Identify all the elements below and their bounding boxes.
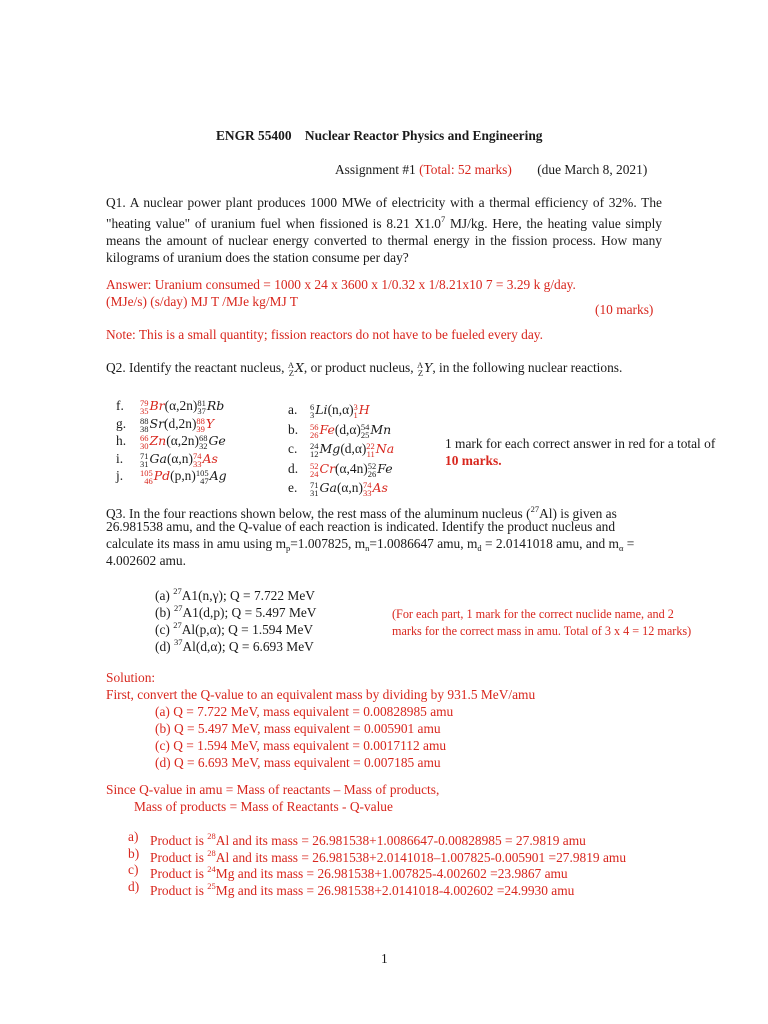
q2-marks-total: 10 marks. <box>445 453 502 468</box>
reactant-nuclide: 6 3 Li <box>310 402 328 420</box>
page-number: 1 <box>381 951 388 966</box>
q3-reaction-item: (b) $^{27}$A1(d,p); Q = 5.497 MeV <box>155 603 317 620</box>
due-date: (due March 8, 2021) <box>537 162 648 177</box>
q3-reaction-item: (c) $^{27}$Al(p,α); Q = 1.594 MeV <box>155 620 314 637</box>
reaction-equation <box>310 479 388 497</box>
reaction-process: (α,n) <box>166 450 193 466</box>
product-item: Product is $^{25}$Mg and its mass = 26.981538+2.0141018-4.002602 =24.9930 amu <box>150 880 575 898</box>
total-marks: (Total: 52 marks) <box>419 162 512 177</box>
q3-line3: calculate its mass in amu using $m_p=1.007825$, $m_n=1.0086647$ amu, $m_d = 2.0141018$ amu, and $m_\alpha$ = <box>106 536 635 553</box>
q1-note: Note: This is a small quantity; fission reactors do not have to be fueled every day. <box>106 327 543 342</box>
product-item: Product is $^{28}$Al and its mass = 26.981538+1.0086647-0.00828985 = 27.9819 amu <box>150 831 586 848</box>
product-nuclide: 3 1 H <box>353 402 370 420</box>
since-line: Since Q-value in amu = Mass of reactants – Mass of products, <box>106 782 440 797</box>
generic-y-nuclide: A Z Y <box>416 360 433 378</box>
generic-x-nuclide: A Z X <box>287 360 304 378</box>
product-nuclide: 54 25 Mn <box>360 421 392 440</box>
reaction-process: (α,4n) <box>335 460 368 476</box>
q1-answer-line1: Answer: Uranium consumed = 1000 x 24 x 3600 x 1/0.32 x 1/8.21x10 7 = 3.29 k g/day. <box>106 277 576 292</box>
product-nuclide: 22 11 Na <box>366 441 395 459</box>
product-nuclide: 74 33 As <box>362 480 388 498</box>
q2-marks-note: 1 mark for each correct answer in red for a total of <box>445 436 716 451</box>
reaction-process: (α,2n) <box>164 398 198 413</box>
product-label: c) <box>128 862 139 877</box>
solution-intro: First, convert the Q-value to an equivalent mass by dividing by 931.5 MeV/amu <box>106 687 536 702</box>
product-item: Product is $^{28}$Al and its mass = 26.981538+2.0141018–1.007825-0.005901 =27.9819 amu <box>150 847 627 865</box>
reaction-process: (d,2n) <box>164 415 197 431</box>
reaction-process: (p,n) <box>170 468 196 483</box>
mass-equivalent-item: (d) Q = 6.693 MeV, mass equivalent = 0.007185 amu <box>155 755 441 770</box>
product-label: d) <box>128 878 140 894</box>
reaction-equation <box>140 450 218 468</box>
reaction-process: (α,2n) <box>166 433 199 448</box>
product-nuclide: 68 32 Ge <box>198 433 226 451</box>
reaction-equation <box>140 415 214 433</box>
product-nuclide: 88 39 Y <box>196 415 215 434</box>
assignment-label: Assignment #1 <box>335 162 416 177</box>
reaction-equation <box>140 467 227 485</box>
reactant-nuclide: 88 38 Sr <box>140 415 165 434</box>
q3-line2: 26.981538 amu, and the Q-value of each reaction is indicated. Identify the product nucleus and <box>106 519 616 534</box>
q3-reaction-item: (a) $^{27}$A1(n,γ); Q = 7.722 MeV <box>155 586 315 603</box>
reaction-label: e. <box>288 480 298 495</box>
q1-answer-line2: (MJe/s) (s/day) MJ T /MJe kg/MJ T <box>106 294 298 309</box>
reactant-nuclide: 52 24 Cr <box>310 460 336 479</box>
q1-marks: (10 marks) <box>595 302 654 317</box>
reaction-equation <box>310 460 393 478</box>
document-title <box>216 127 542 144</box>
reaction-label: f. <box>116 398 124 413</box>
reaction-label: a. <box>288 402 298 417</box>
reaction-label: j. <box>116 468 124 483</box>
reaction-equation <box>310 401 370 419</box>
product-label: b) <box>128 845 140 861</box>
product-nuclide: 74 33 As <box>192 450 218 469</box>
mass-equivalent-item: (b) Q = 5.497 MeV, mass equivalent = 0.005901 amu <box>155 721 441 736</box>
product-label: a) <box>128 829 139 844</box>
product-item: Product is $^{24}$Mg and its mass = 26.981538+1.007825-4.002602 =23.9867 amu <box>150 864 568 881</box>
reaction-process: (α,n) <box>336 480 363 495</box>
assignment-line <box>335 161 647 178</box>
mass-equivalent-item: (a) Q = 7.722 MeV, mass equivalent = 0.00828985 amu <box>155 704 454 719</box>
reaction-equation <box>140 397 224 415</box>
q3-line4: 4.002602 amu. <box>106 553 186 568</box>
product-nuclide: 52 26 Fe <box>367 460 393 479</box>
reaction-label: c. <box>288 441 298 456</box>
course-title: Nuclear Reactor Physics and Engineering <box>304 128 543 143</box>
reaction-label: i. <box>116 450 124 466</box>
reaction-process: (d,α) <box>340 441 367 456</box>
q3-line1: Q3. In the four reactions shown below, the rest mass of the aluminum nucleus ($^{27}$Al) is given as <box>106 504 617 521</box>
reactant-nuclide: 71 31 Ga <box>140 450 167 469</box>
q3-marks-line2: marks for the correct mass in amu. Total of 3 x 4 = 12 marks) <box>392 624 692 638</box>
reaction-equation <box>310 440 394 458</box>
reaction-label: g. <box>116 415 127 431</box>
reaction-process: (d,α) <box>334 421 361 437</box>
q3-marks-line1: (For each part, 1 mark for the correct nuclide name, and 2 <box>392 607 674 621</box>
reaction-label: b. <box>288 421 299 437</box>
reactant-nuclide: 71 31 Ga <box>310 480 337 498</box>
reactant-nuclide: 24 12 Mg <box>310 441 341 459</box>
solution-title: Solution: <box>106 670 156 685</box>
reaction-label: h. <box>116 433 127 448</box>
reactant-nuclide: 56 26 Fe <box>310 421 335 440</box>
reaction-equation <box>140 432 226 450</box>
q1-question: Q1. A nuclear power plant produces 1000 MWe of electricity with a thermal efficiency of 32%. The "heating value" of uranium fuel when fissioned is 8.21 $X1.0^7$ MJ/kg. Here, the heating value simply means the amount of nuclear energy converted to thermal energy in the fission process. How many kilograms of uranium does the station consume per day? <box>106 195 662 265</box>
mass-products-line: Mass of products = Mass of Reactants - Q-value <box>134 799 393 814</box>
reaction-equation <box>310 421 391 439</box>
mass-equivalent-item: (c) Q = 1.594 MeV, mass equivalent = 0.0017112 amu <box>155 738 447 753</box>
q3-reaction-item: (d) $^{37}$Al(d,α); Q = 6.693 MeV <box>155 637 314 654</box>
reactant-nuclide: 79 35 Br <box>140 398 165 416</box>
course-code: ENGR 55400 <box>216 128 292 143</box>
product-nuclide: 81 37 Rb <box>197 398 225 416</box>
product-nuclide: 105 47 Ag <box>195 468 227 486</box>
reaction-process: (n,α) <box>327 402 354 417</box>
reaction-label: d. <box>288 460 299 476</box>
q2-intro: Q2. Identify the reactant nucleus, A Z X, or product nucleus, A Z Y, in the following nuclear reactions. <box>106 360 623 378</box>
reactant-nuclide: 105 46 Pd <box>140 468 171 486</box>
reactant-nuclide: 66 30 Zn <box>140 433 167 451</box>
